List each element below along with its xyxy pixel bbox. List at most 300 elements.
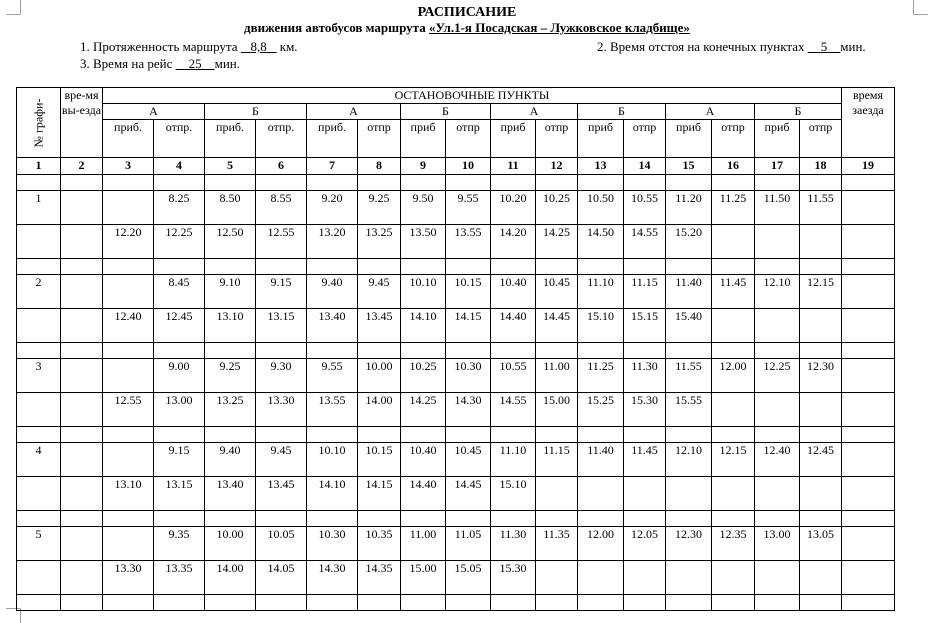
time-cell bbox=[666, 561, 712, 595]
time-cell: 11.35 bbox=[536, 527, 578, 561]
time-cell bbox=[666, 477, 712, 511]
time-cell: 14.30 bbox=[307, 561, 358, 595]
time-cell: 12.40 bbox=[103, 309, 154, 343]
time-cell: 12.25 bbox=[755, 359, 800, 393]
empty-cell bbox=[103, 595, 154, 611]
time-cell: 13.05 bbox=[800, 527, 842, 561]
stop-name-7: А bbox=[666, 104, 755, 120]
departure-cell bbox=[61, 477, 103, 511]
time-cell: 10.30 bbox=[446, 359, 491, 393]
time-cell: 10.45 bbox=[446, 443, 491, 477]
empty-cell bbox=[17, 511, 61, 527]
empty-cell bbox=[307, 595, 358, 611]
time-cell: 9.40 bbox=[205, 443, 256, 477]
time-cell bbox=[712, 309, 755, 343]
empty-cell bbox=[17, 427, 61, 443]
time-cell: 9.15 bbox=[256, 275, 307, 309]
empty-cell bbox=[712, 175, 755, 191]
route-length-unit: км. bbox=[279, 39, 298, 54]
empty-cell bbox=[61, 175, 103, 191]
time-cell bbox=[800, 225, 842, 259]
departure-cell bbox=[61, 309, 103, 343]
empty-cell bbox=[755, 595, 800, 611]
time-cell: 14.55 bbox=[491, 393, 536, 427]
time-cell bbox=[103, 443, 154, 477]
empty-cell bbox=[800, 259, 842, 275]
empty-cell bbox=[401, 259, 446, 275]
time-cell: 15.30 bbox=[624, 393, 666, 427]
time-cell: 10.40 bbox=[401, 443, 446, 477]
empty-cell bbox=[624, 427, 666, 443]
time-cell: 9.20 bbox=[307, 191, 358, 225]
time-cell: 9.00 bbox=[154, 359, 205, 393]
route-length-line bbox=[80, 39, 298, 55]
empty-cell bbox=[205, 511, 256, 527]
empty-cell bbox=[358, 595, 401, 611]
empty-cell bbox=[491, 175, 536, 191]
empty-cell bbox=[358, 259, 401, 275]
departure-label: отпр bbox=[800, 120, 842, 158]
stop-name-1: А bbox=[103, 104, 205, 120]
time-cell: 11.45 bbox=[712, 275, 755, 309]
time-cell: 13.15 bbox=[154, 477, 205, 511]
time-cell: 12.45 bbox=[800, 443, 842, 477]
empty-cell bbox=[842, 343, 895, 359]
schedule-row bbox=[17, 477, 895, 511]
empty-cell bbox=[842, 175, 895, 191]
return-cell bbox=[842, 309, 895, 343]
empty-cell bbox=[624, 595, 666, 611]
time-cell: 13.40 bbox=[205, 477, 256, 511]
time-cell: 10.00 bbox=[358, 359, 401, 393]
time-cell: 9.15 bbox=[154, 443, 205, 477]
column-number: 10 bbox=[446, 158, 491, 175]
empty-cell bbox=[491, 259, 536, 275]
time-cell: 12.50 bbox=[205, 225, 256, 259]
layover-time-line bbox=[597, 39, 866, 55]
empty-cell bbox=[536, 427, 578, 443]
time-cell: 15.00 bbox=[536, 393, 578, 427]
schedule-row bbox=[17, 527, 895, 561]
empty-cell bbox=[256, 511, 307, 527]
empty-cell bbox=[578, 259, 624, 275]
time-cell bbox=[578, 477, 624, 511]
empty-cell bbox=[666, 427, 712, 443]
time-cell: 12.30 bbox=[800, 359, 842, 393]
empty-cell bbox=[712, 511, 755, 527]
time-cell: 10.50 bbox=[578, 191, 624, 225]
time-cell: 13.10 bbox=[205, 309, 256, 343]
return-cell bbox=[842, 443, 895, 477]
time-cell: 12.00 bbox=[578, 527, 624, 561]
stop-name-6: Б bbox=[578, 104, 666, 120]
time-cell: 15.55 bbox=[666, 393, 712, 427]
time-cell: 13.00 bbox=[154, 393, 205, 427]
route-length-label: 1. Протяженность маршрута bbox=[80, 39, 238, 54]
time-cell bbox=[800, 477, 842, 511]
time-cell: 15.00 bbox=[401, 561, 446, 595]
empty-cell bbox=[103, 427, 154, 443]
empty-cell bbox=[755, 175, 800, 191]
time-cell: 10.20 bbox=[491, 191, 536, 225]
time-cell bbox=[755, 393, 800, 427]
time-cell: 10.30 bbox=[307, 527, 358, 561]
time-cell bbox=[103, 275, 154, 309]
time-cell bbox=[536, 561, 578, 595]
empty-cell bbox=[536, 259, 578, 275]
route-name: «Ул.1-я Посадская – Лужковское кладбище» bbox=[428, 20, 690, 35]
time-cell bbox=[536, 477, 578, 511]
time-cell: 12.10 bbox=[755, 275, 800, 309]
time-cell: 10.10 bbox=[401, 275, 446, 309]
empty-cell bbox=[401, 343, 446, 359]
time-cell: 14.35 bbox=[358, 561, 401, 595]
arrival-label: приб. bbox=[307, 120, 358, 158]
time-cell: 15.10 bbox=[491, 477, 536, 511]
empty-cell bbox=[755, 259, 800, 275]
empty-cell bbox=[401, 511, 446, 527]
time-cell: 14.20 bbox=[491, 225, 536, 259]
departure-cell bbox=[61, 191, 103, 225]
empty-cell bbox=[624, 511, 666, 527]
header-graph-number: № графи- bbox=[17, 88, 61, 158]
time-cell: 10.05 bbox=[256, 527, 307, 561]
trip-time-value: 25 bbox=[188, 56, 202, 71]
departure-label: отпр bbox=[624, 120, 666, 158]
schedule-row bbox=[17, 225, 895, 259]
arrival-label: приб bbox=[755, 120, 800, 158]
header-departure-time: вре-мя вы-езда bbox=[61, 88, 103, 158]
time-cell: 9.10 bbox=[205, 275, 256, 309]
departure-cell bbox=[61, 443, 103, 477]
arrival-label: приб bbox=[491, 120, 536, 158]
empty-cell bbox=[103, 175, 154, 191]
time-cell: 12.55 bbox=[103, 393, 154, 427]
column-number: 15 bbox=[666, 158, 712, 175]
time-cell: 9.55 bbox=[446, 191, 491, 225]
departure-label: отпр bbox=[536, 120, 578, 158]
empty-cell bbox=[358, 427, 401, 443]
column-number: 13 bbox=[578, 158, 624, 175]
time-cell: 10.25 bbox=[536, 191, 578, 225]
time-cell: 15.25 bbox=[578, 393, 624, 427]
time-cell: 14.55 bbox=[624, 225, 666, 259]
route-length-value: 8,8 bbox=[250, 39, 267, 54]
time-cell: 13.55 bbox=[307, 393, 358, 427]
column-number: 3 bbox=[103, 158, 154, 175]
time-cell bbox=[712, 225, 755, 259]
time-cell: 11.40 bbox=[578, 443, 624, 477]
schedule-table bbox=[16, 87, 895, 611]
time-cell: 10.25 bbox=[401, 359, 446, 393]
stop-name-3: А bbox=[307, 104, 401, 120]
graph-number: 1 bbox=[17, 191, 61, 225]
time-cell: 9.30 bbox=[256, 359, 307, 393]
empty-cell bbox=[358, 511, 401, 527]
stop-name-2: Б bbox=[205, 104, 307, 120]
time-cell: 11.00 bbox=[401, 527, 446, 561]
empty-cell bbox=[401, 595, 446, 611]
time-cell: 13.40 bbox=[307, 309, 358, 343]
empty-cell bbox=[578, 427, 624, 443]
time-cell: 11.40 bbox=[666, 275, 712, 309]
empty-cell bbox=[755, 343, 800, 359]
time-cell: 14.10 bbox=[307, 477, 358, 511]
departure-label: отпр bbox=[712, 120, 755, 158]
time-cell bbox=[712, 561, 755, 595]
empty-cell bbox=[712, 343, 755, 359]
empty-cell bbox=[491, 511, 536, 527]
departure-cell bbox=[61, 393, 103, 427]
column-number: 11 bbox=[491, 158, 536, 175]
arrival-label: приб bbox=[401, 120, 446, 158]
time-cell: 12.40 bbox=[755, 443, 800, 477]
time-cell: 14.45 bbox=[536, 309, 578, 343]
empty-cell bbox=[401, 175, 446, 191]
time-cell bbox=[103, 527, 154, 561]
time-cell bbox=[103, 359, 154, 393]
time-cell bbox=[712, 477, 755, 511]
header-return-time: время заезда bbox=[842, 88, 895, 158]
empty-cell bbox=[17, 175, 61, 191]
column-number: 1 bbox=[17, 158, 61, 175]
column-number: 12 bbox=[536, 158, 578, 175]
empty-cell bbox=[536, 343, 578, 359]
time-cell: 11.30 bbox=[491, 527, 536, 561]
time-cell: 13.00 bbox=[755, 527, 800, 561]
time-cell: 9.45 bbox=[358, 275, 401, 309]
time-cell: 14.10 bbox=[401, 309, 446, 343]
time-cell: 14.40 bbox=[491, 309, 536, 343]
empty-cell bbox=[536, 175, 578, 191]
stop-name-4: Б bbox=[401, 104, 491, 120]
time-cell bbox=[800, 309, 842, 343]
schedule-row bbox=[17, 359, 895, 393]
empty-cell bbox=[624, 259, 666, 275]
time-cell: 14.50 bbox=[578, 225, 624, 259]
time-cell: 13.50 bbox=[401, 225, 446, 259]
empty-cell bbox=[205, 259, 256, 275]
schedule-row bbox=[17, 275, 895, 309]
time-cell: 12.05 bbox=[624, 527, 666, 561]
empty-cell bbox=[307, 343, 358, 359]
spacer-row bbox=[17, 259, 895, 275]
return-cell bbox=[842, 393, 895, 427]
time-cell: 13.20 bbox=[307, 225, 358, 259]
empty-cell bbox=[800, 595, 842, 611]
spacer-row bbox=[17, 511, 895, 527]
document-title: РАСПИСАНИЕ bbox=[417, 5, 517, 20]
empty-cell bbox=[17, 477, 61, 511]
empty-cell bbox=[446, 427, 491, 443]
departure-cell bbox=[61, 527, 103, 561]
time-cell: 13.45 bbox=[358, 309, 401, 343]
arrival-label: приб. bbox=[103, 120, 154, 158]
time-cell: 9.50 bbox=[401, 191, 446, 225]
empty-cell bbox=[666, 259, 712, 275]
time-cell: 11.15 bbox=[536, 443, 578, 477]
time-cell: 10.15 bbox=[358, 443, 401, 477]
column-number: 16 bbox=[712, 158, 755, 175]
departure-label: отпр. bbox=[256, 120, 307, 158]
time-cell: 15.10 bbox=[578, 309, 624, 343]
column-number: 7 bbox=[307, 158, 358, 175]
departure-label: отпр bbox=[358, 120, 401, 158]
empty-cell bbox=[61, 427, 103, 443]
empty-cell bbox=[578, 175, 624, 191]
empty-cell bbox=[800, 175, 842, 191]
layover-time-label: 2. Время отстоя на конечных пунктах bbox=[597, 39, 805, 54]
time-cell bbox=[800, 393, 842, 427]
time-cell: 10.55 bbox=[491, 359, 536, 393]
time-cell: 8.25 bbox=[154, 191, 205, 225]
time-cell: 10.40 bbox=[491, 275, 536, 309]
time-cell: 13.30 bbox=[103, 561, 154, 595]
empty-cell bbox=[842, 595, 895, 611]
time-cell: 9.45 bbox=[256, 443, 307, 477]
empty-cell bbox=[755, 511, 800, 527]
departure-cell bbox=[61, 275, 103, 309]
schedule-row bbox=[17, 561, 895, 595]
time-cell: 15.20 bbox=[666, 225, 712, 259]
column-number: 6 bbox=[256, 158, 307, 175]
layover-time-unit: мин. bbox=[840, 39, 866, 54]
time-cell: 11.45 bbox=[624, 443, 666, 477]
time-cell: 10.10 bbox=[307, 443, 358, 477]
empty-cell bbox=[17, 595, 61, 611]
empty-cell bbox=[154, 175, 205, 191]
time-cell: 13.55 bbox=[446, 225, 491, 259]
empty-cell bbox=[256, 175, 307, 191]
return-cell bbox=[842, 275, 895, 309]
time-cell bbox=[712, 393, 755, 427]
empty-cell bbox=[103, 511, 154, 527]
column-number: 14 bbox=[624, 158, 666, 175]
graph-number: 2 bbox=[17, 275, 61, 309]
time-cell: 11.30 bbox=[624, 359, 666, 393]
time-cell: 11.15 bbox=[624, 275, 666, 309]
empty-cell bbox=[712, 259, 755, 275]
time-cell: 11.25 bbox=[578, 359, 624, 393]
time-cell: 12.25 bbox=[154, 225, 205, 259]
column-number: 2 bbox=[61, 158, 103, 175]
time-cell: 11.10 bbox=[491, 443, 536, 477]
time-cell: 13.45 bbox=[256, 477, 307, 511]
empty-cell bbox=[17, 225, 61, 259]
empty-cell bbox=[536, 595, 578, 611]
column-number: 9 bbox=[401, 158, 446, 175]
column-number: 4 bbox=[154, 158, 205, 175]
empty-cell bbox=[307, 175, 358, 191]
time-cell: 13.35 bbox=[154, 561, 205, 595]
time-cell: 12.45 bbox=[154, 309, 205, 343]
time-cell: 14.25 bbox=[401, 393, 446, 427]
stop-name-8: Б bbox=[755, 104, 842, 120]
empty-cell bbox=[666, 511, 712, 527]
time-cell: 9.25 bbox=[358, 191, 401, 225]
time-cell: 12.00 bbox=[712, 359, 755, 393]
schedule-row bbox=[17, 309, 895, 343]
empty-cell bbox=[446, 595, 491, 611]
time-cell: 15.15 bbox=[624, 309, 666, 343]
empty-cell bbox=[491, 427, 536, 443]
time-cell: 14.15 bbox=[358, 477, 401, 511]
time-cell: 13.25 bbox=[205, 393, 256, 427]
return-cell bbox=[842, 191, 895, 225]
empty-cell bbox=[358, 175, 401, 191]
empty-cell bbox=[446, 259, 491, 275]
schedule-row bbox=[17, 443, 895, 477]
empty-cell bbox=[446, 511, 491, 527]
empty-cell bbox=[446, 343, 491, 359]
time-cell: 12.10 bbox=[666, 443, 712, 477]
schedule-row bbox=[17, 191, 895, 225]
time-cell: 11.10 bbox=[578, 275, 624, 309]
time-cell: 15.05 bbox=[446, 561, 491, 595]
schedule-row bbox=[17, 393, 895, 427]
time-cell: 11.55 bbox=[800, 191, 842, 225]
time-cell: 10.45 bbox=[536, 275, 578, 309]
arrival-label: приб bbox=[578, 120, 624, 158]
graph-number: 5 bbox=[17, 527, 61, 561]
empty-cell bbox=[17, 309, 61, 343]
empty-cell bbox=[103, 343, 154, 359]
time-cell: 11.20 bbox=[666, 191, 712, 225]
subtitle-prefix: движения автобусов маршрута bbox=[244, 20, 426, 35]
time-cell: 11.50 bbox=[755, 191, 800, 225]
empty-cell bbox=[61, 595, 103, 611]
empty-cell bbox=[256, 595, 307, 611]
departure-label: отпр. bbox=[154, 120, 205, 158]
time-cell: 8.45 bbox=[154, 275, 205, 309]
empty-cell bbox=[61, 259, 103, 275]
empty-cell bbox=[205, 595, 256, 611]
empty-cell bbox=[17, 393, 61, 427]
column-number: 18 bbox=[800, 158, 842, 175]
time-cell bbox=[755, 225, 800, 259]
column-number: 5 bbox=[205, 158, 256, 175]
empty-cell bbox=[307, 511, 358, 527]
time-cell: 12.20 bbox=[103, 225, 154, 259]
time-cell: 12.30 bbox=[666, 527, 712, 561]
return-cell bbox=[842, 359, 895, 393]
time-cell bbox=[755, 477, 800, 511]
empty-cell bbox=[205, 175, 256, 191]
empty-cell bbox=[154, 259, 205, 275]
departure-label: отпр bbox=[446, 120, 491, 158]
empty-cell bbox=[61, 511, 103, 527]
empty-cell bbox=[154, 595, 205, 611]
stop-name-5: А bbox=[491, 104, 578, 120]
time-cell: 13.10 bbox=[103, 477, 154, 511]
time-cell: 11.00 bbox=[536, 359, 578, 393]
empty-cell bbox=[446, 175, 491, 191]
column-number: 17 bbox=[755, 158, 800, 175]
time-cell bbox=[755, 561, 800, 595]
departure-cell bbox=[61, 225, 103, 259]
time-cell: 8.50 bbox=[205, 191, 256, 225]
empty-cell bbox=[800, 427, 842, 443]
time-cell bbox=[624, 477, 666, 511]
return-cell bbox=[842, 477, 895, 511]
spacer-row bbox=[17, 427, 895, 443]
empty-cell bbox=[61, 343, 103, 359]
empty-cell bbox=[666, 175, 712, 191]
graph-number: 4 bbox=[17, 443, 61, 477]
time-cell: 13.25 bbox=[358, 225, 401, 259]
empty-cell bbox=[536, 511, 578, 527]
time-cell: 11.25 bbox=[712, 191, 755, 225]
